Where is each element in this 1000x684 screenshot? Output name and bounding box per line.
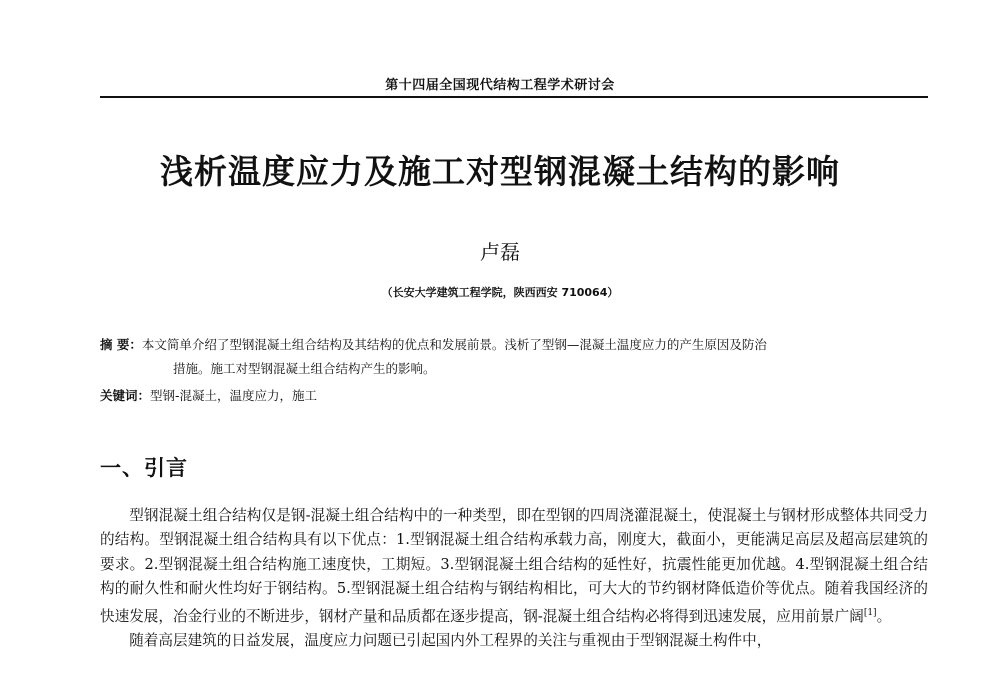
section-heading: 一、引言 <box>100 456 188 480</box>
paragraph-1 <box>100 504 928 629</box>
running-header: 第十四届全国现代结构工程学术研讨会 <box>385 78 615 93</box>
keywords-text: 型钢-混凝土，温度应力，施工 <box>150 388 318 403</box>
abstract-text-1: 本文简单介绍了型钢混凝土组合结构及其结构的优点和发展前景。浅析了型钢—混凝土温度应力的产生原因及防治 <box>141 337 767 352</box>
abstract-text-2: 措施。施工对型钢混凝土组合结构产生的影响。 <box>173 361 436 376</box>
abstract-label: 摘 要： <box>100 337 142 352</box>
keywords-label: 关键词： <box>100 388 151 403</box>
header-rule <box>100 96 928 98</box>
abstract <box>100 333 928 381</box>
paragraph-1-end: 。 <box>876 608 892 626</box>
paper-title: 浅析温度应力及施工对型钢混凝土结构的影响 <box>160 152 840 191</box>
abstract-line-1 <box>100 333 928 357</box>
citation-ref: [1] <box>863 608 877 619</box>
author-name: 卢磊 <box>480 240 520 264</box>
keywords <box>100 387 928 405</box>
body-text <box>100 504 928 654</box>
author-affiliation: （长安大学建筑工程学院，陕西西安 710064） <box>381 286 619 299</box>
paragraph-2 <box>100 629 928 653</box>
paragraph-1-text: 型钢混凝土组合结构仅是钢-混凝土组合结构中的一种类型，即在型钢的四周浇灌混凝土，使混凝土与钢材形成整体共同受力的结构。型钢混凝土组合结构具有以下优点：1.型钢混凝土组合结构承载力高，刚度大，截面小，更能满足高层及超高层建筑的要求。2.型钢混凝土组合结构施工速度快，工期短。3.型钢混凝土组合结构的延性好，抗震性能更加优越。4.型钢混凝土组合结构的耐久性和耐火性均好于钢结构。5.型钢混凝土组合结构与钢结构相比，可大大的节约钢材降低造价等优点。随着我国经济的快速发展，冶金行业的不断进步，钢材产量和品质都在逐步提高，钢-混凝土组合结构必将得到迅速发展，应用前景广阔 <box>100 507 928 626</box>
paragraph-2-text: 随着高层建筑的日益发展，温度应力问题已引起国内外工程界的关注与重视由于型钢混凝土构件中， <box>129 632 772 650</box>
